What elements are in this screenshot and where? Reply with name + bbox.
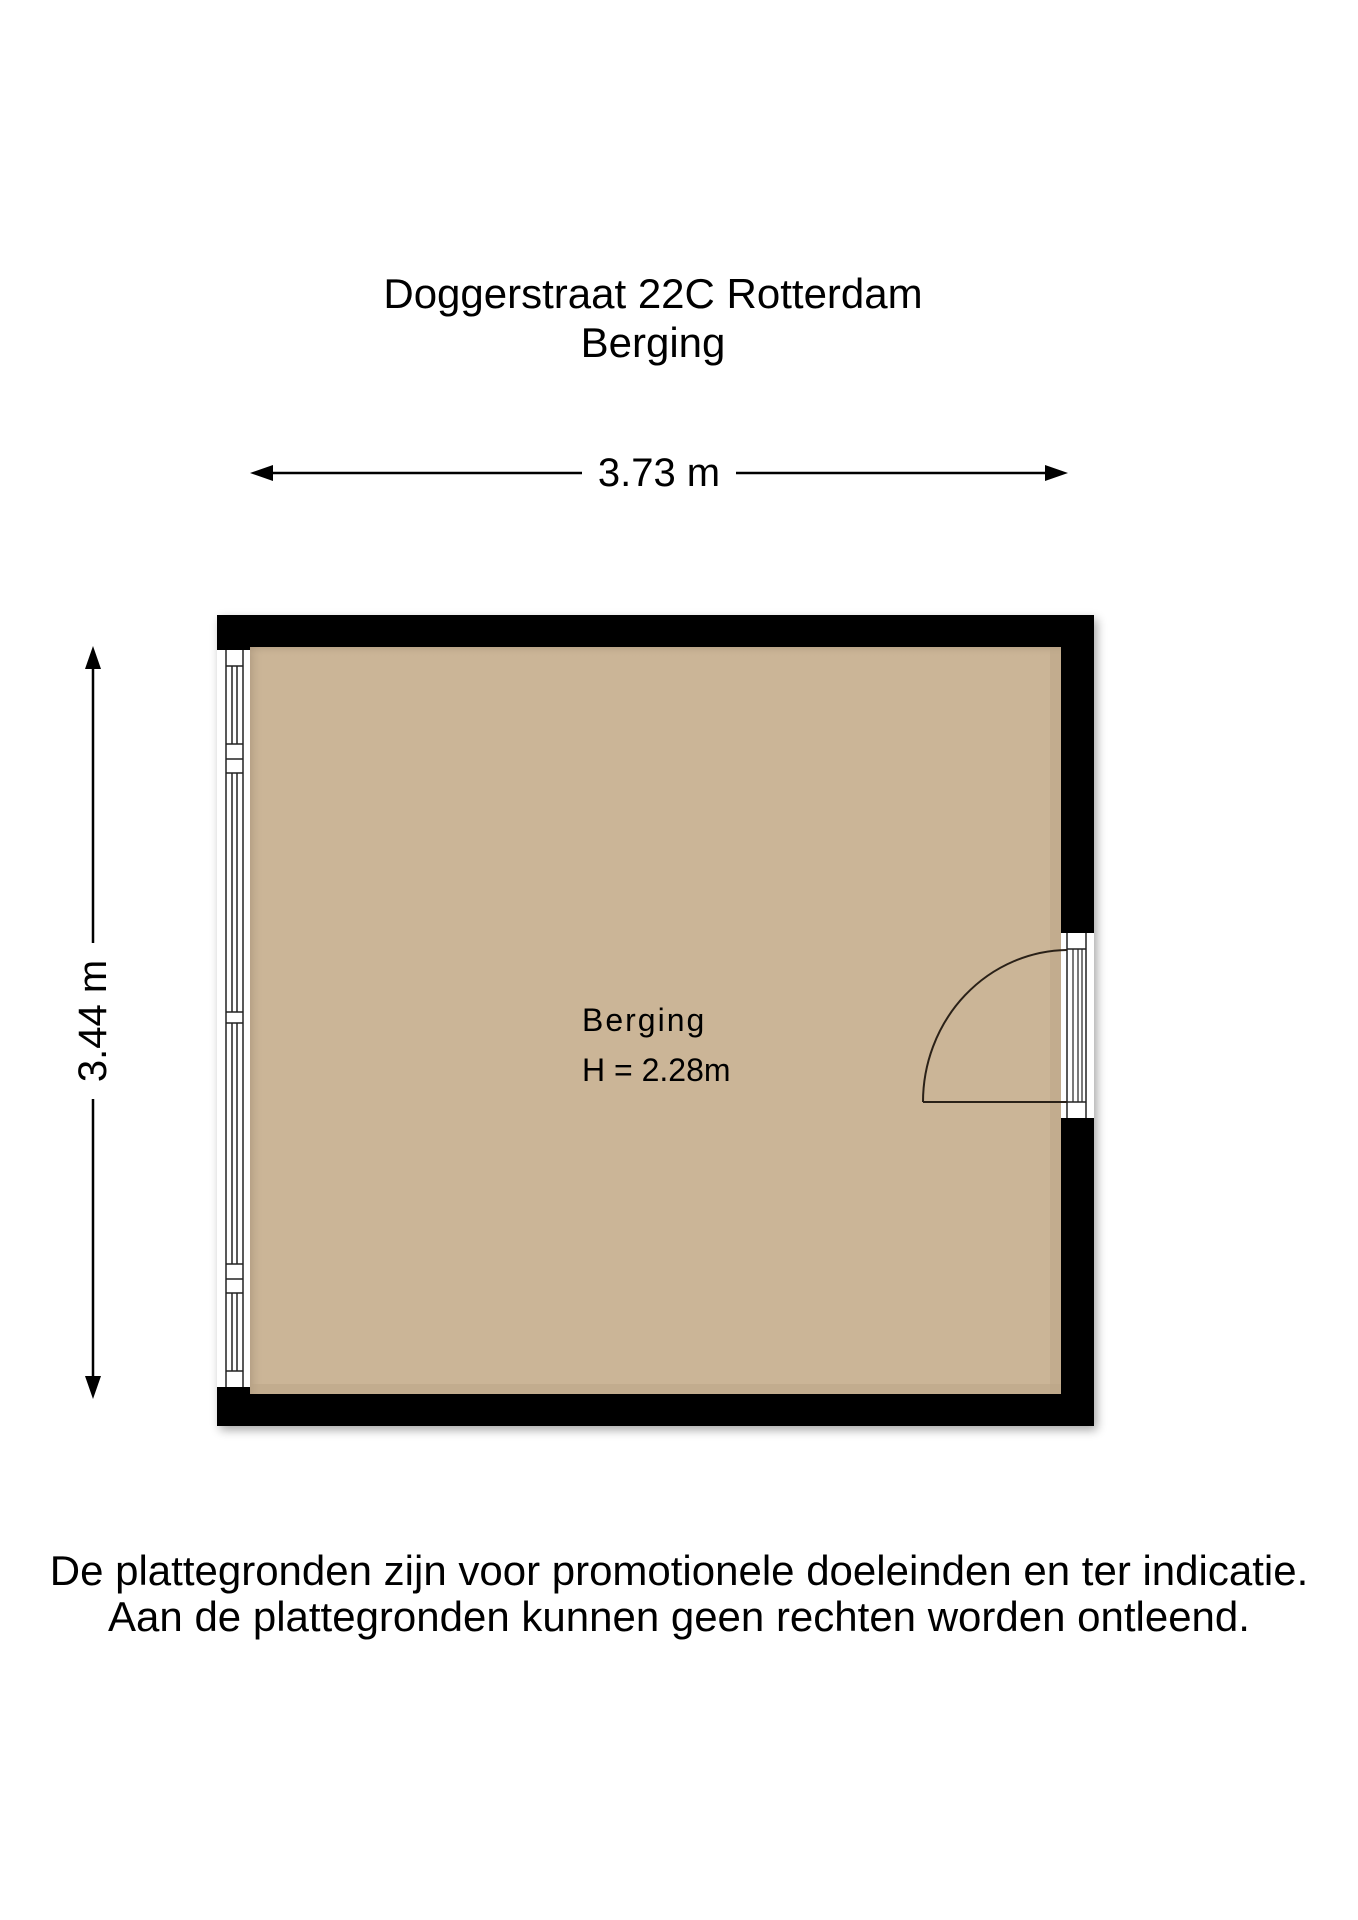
arrow-right-icon <box>1045 465 1068 481</box>
address-title: Doggerstraat 22C Rotterdam <box>383 270 923 317</box>
width-dimension-label: 3.73 m <box>582 450 736 496</box>
height-dimension-label: 3.44 m <box>70 954 116 1088</box>
floor-title: Berging <box>580 319 726 366</box>
left-window <box>217 650 250 1387</box>
arrow-down-icon <box>85 1376 101 1399</box>
arrow-left-icon <box>250 465 273 481</box>
room-name-label: Berging <box>582 1002 707 1038</box>
arrow-up-icon <box>85 646 101 669</box>
disclaimer-line-2: Aan de plattegronden kunnen geen rechten worden ontleend. <box>108 1593 1250 1640</box>
ceiling-height-label: H = 2.28m <box>582 1052 731 1088</box>
disclaimer-line-1: De plattegronden zijn voor promotionele doeleinden en ter indicatie. <box>49 1547 1309 1594</box>
